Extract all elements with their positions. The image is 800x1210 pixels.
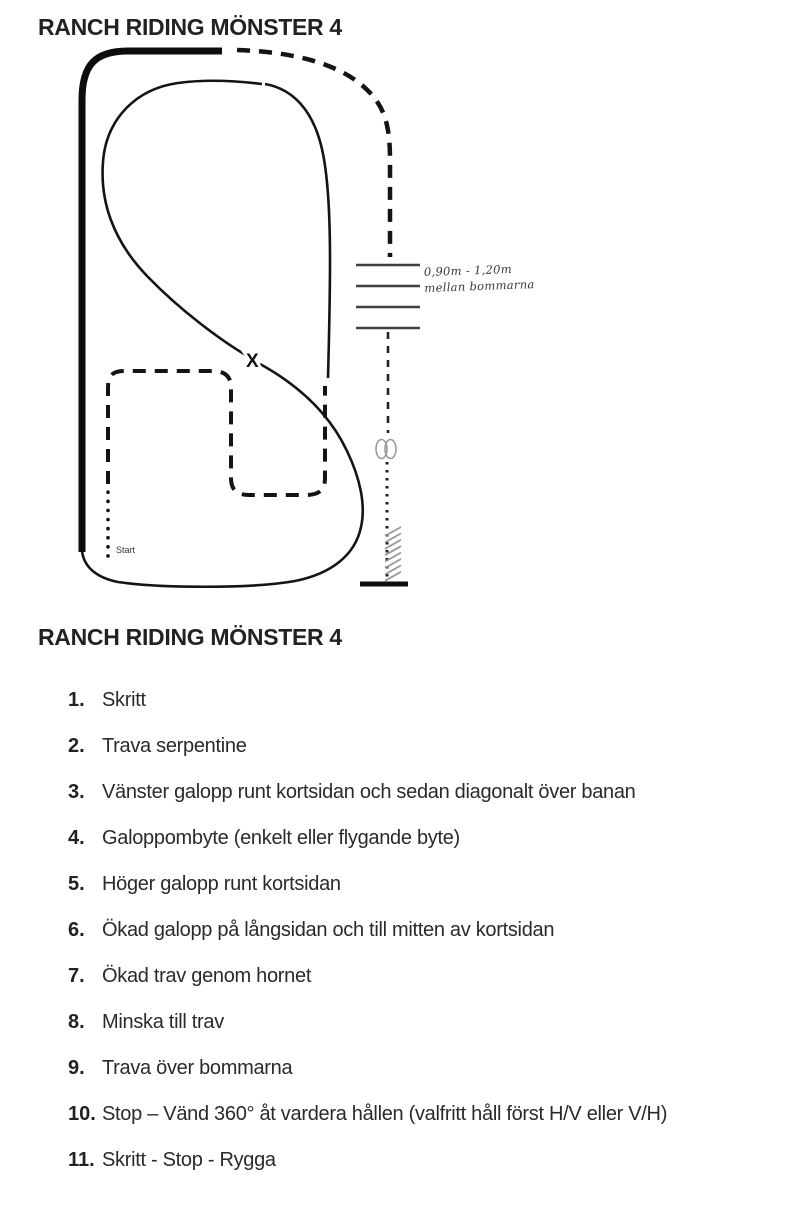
instruction-text: Höger galopp runt kortsidan (102, 873, 341, 895)
instruction-number: 8. (68, 1011, 85, 1033)
instruction-number: 6. (68, 919, 85, 941)
poles-spacing-note (424, 261, 535, 295)
course-diagram (0, 0, 560, 615)
instruction-number: 2. (68, 735, 85, 757)
poles-note-line2: mellan bommarna (424, 277, 535, 295)
instruction-item (68, 1102, 788, 1126)
instruction-item (68, 964, 788, 988)
course-diagram-svg (0, 0, 560, 615)
page-title: RANCH RIDING MÖNSTER 4 (38, 14, 342, 40)
instruction-text: Minska till trav (102, 1011, 224, 1033)
instruction-text: Trava över bommarna (102, 1057, 293, 1079)
instruction-number: 7. (68, 965, 85, 987)
trot-poles (356, 265, 420, 328)
instruction-item (68, 688, 788, 712)
lope-loop-left-diagonal (103, 81, 262, 357)
spin-360-symbol (376, 440, 396, 459)
instruction-number: 11. (68, 1149, 95, 1171)
extended-trot-dashed-line (237, 50, 390, 257)
instruction-text: Galoppombyte (enkelt eller flygande byte) (102, 827, 460, 849)
instruction-number: 3. (68, 781, 85, 803)
instruction-number: 1. (68, 689, 85, 711)
instructions-list (68, 688, 788, 1194)
instruction-text: Skritt (102, 689, 146, 711)
instruction-item (68, 1010, 788, 1034)
instruction-number: 5. (68, 873, 85, 895)
instruction-item (68, 780, 788, 804)
trot-serpentine-dashed-path (108, 371, 325, 495)
instruction-number: 10. (68, 1103, 96, 1125)
poles-note-line1: 0,90m - 1,20m (423, 261, 513, 279)
instruction-text: Ökad trav genom hornet (102, 965, 312, 987)
instruction-item (68, 1148, 788, 1172)
center-x-marker: X (246, 351, 259, 372)
instruction-text: Trava serpentine (102, 735, 247, 757)
instruction-item (68, 826, 788, 850)
extended-lope-rail-line (82, 51, 222, 552)
instruction-text: Ökad galopp på långsidan och till mitten av kortsidan (102, 919, 555, 941)
instruction-item (68, 918, 788, 942)
backup-hatch-marks (385, 527, 401, 581)
instruction-number: 9. (68, 1057, 85, 1079)
instruction-text: Skritt - Stop - Rygga (102, 1149, 276, 1171)
instruction-text: Vänster galopp runt kortsidan och sedan diagonalt över banan (102, 781, 636, 803)
instruction-item (68, 1056, 788, 1080)
instruction-text: Stop – Vänd 360° åt vardera hållen (valfritt håll först H/V eller V/H) (102, 1103, 668, 1125)
instruction-number: 4. (68, 827, 85, 849)
instruction-item (68, 734, 788, 758)
instruction-item (68, 872, 788, 896)
start-label: Start (116, 545, 136, 555)
lope-loop-right-side (265, 84, 330, 378)
section-title: RANCH RIDING MÖNSTER 4 (38, 624, 342, 650)
